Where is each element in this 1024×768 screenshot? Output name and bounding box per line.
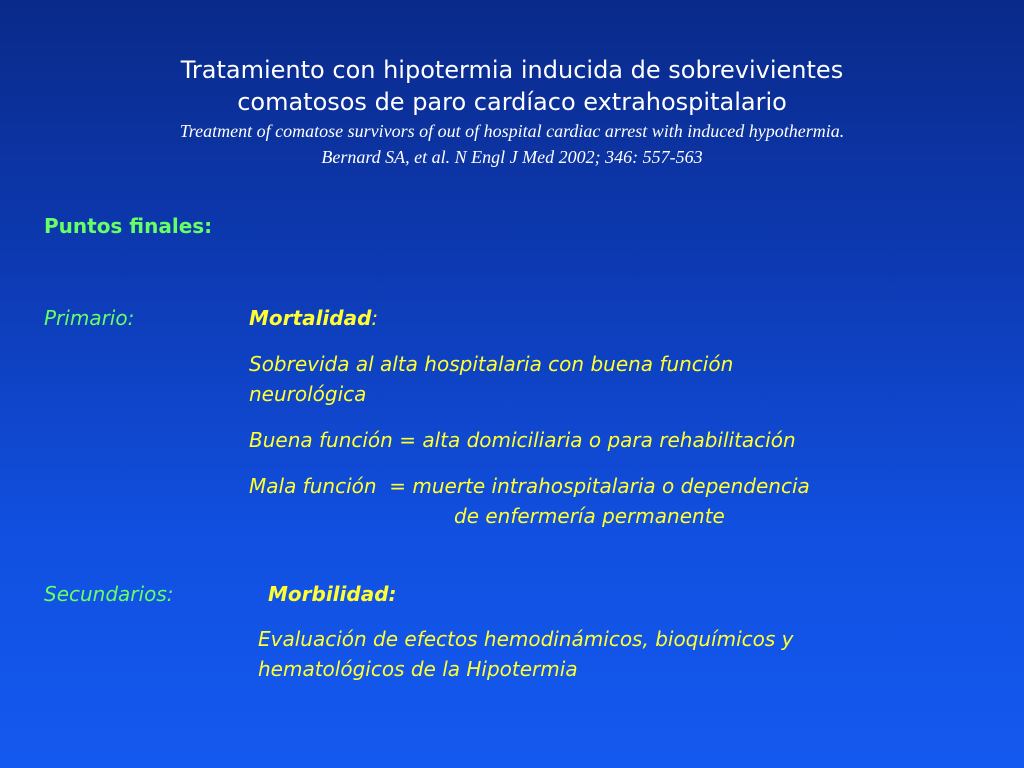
primary-term-text: Mortalidad <box>249 306 372 330</box>
secondary-item-evaluation <box>258 624 794 684</box>
slide-title-line-1: Tratamiento con hipotermia inducida de sobrevivientes <box>180 56 844 84</box>
primary-item-good-function <box>249 425 796 455</box>
primary-item-survival-line-1: Sobrevida al alta hospitalaria con buena función <box>249 352 734 376</box>
primary-item-survival-line-2: neurológica <box>249 382 367 406</box>
primary-item-bad-function <box>249 471 810 531</box>
primary-term <box>249 306 378 330</box>
primary-term-suffix: : <box>371 306 379 330</box>
citation-line-1: Treatment of comatose survivors of out of hospital cardiac arrest with induced hypothermia. <box>179 121 845 141</box>
primary-item-good-function-line-1: Buena función = alta domiciliaria o para rehabilitación <box>249 428 796 452</box>
secondary-item-evaluation-line-1: Evaluación de efectos hemodinámicos, bioquímicos y <box>258 627 794 651</box>
slide-title-line-2: comatosos de paro cardíaco extrahospitalario <box>237 88 787 116</box>
primary-item-bad-function-line-2: de enfermería permanente <box>454 504 725 528</box>
secondary-item-evaluation-line-2: hematológicos de la Hipotermia <box>258 657 578 681</box>
primary-label: Primario: <box>44 306 135 330</box>
citation-line-2: Bernard SA, et al. N Engl J Med 2002; 346: 557-563 <box>321 147 703 167</box>
slide-header <box>0 54 1024 170</box>
secondary-label: Secundarios: <box>44 582 174 606</box>
endpoints-heading: Puntos finales: <box>44 214 213 238</box>
secondary-term: Morbilidad: <box>268 582 397 606</box>
primary-item-survival <box>249 349 733 409</box>
primary-item-bad-function-line-1: Mala función = muerte intrahospitalaria o dependencia <box>249 474 810 498</box>
